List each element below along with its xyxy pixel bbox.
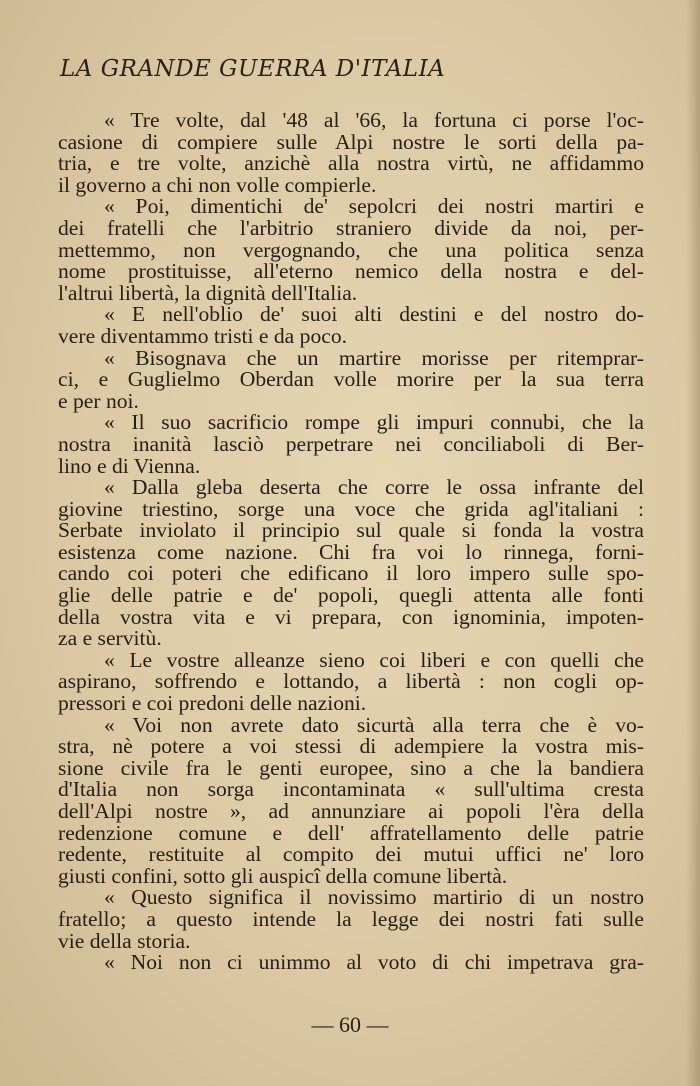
text-line: « Le vostre alleanze sieno coi liberi e con quelli che (104, 647, 644, 672)
text-line: fratello; a questo intende la legge dei nostri fati sulle (58, 906, 644, 931)
text-line: « Noi non ci unimmo al voto di chi impetrava gra- (104, 950, 644, 975)
text-line: vie della storia. (58, 928, 191, 953)
text-line: « Voi non avrete dato sicurtà alla terra che è vo- (104, 712, 644, 737)
page-number: — 60 — (311, 1012, 389, 1037)
text-line: giusti confini, sotto gli auspicî della comune libertà. (58, 863, 508, 888)
text-line: « Bisognava che un martire morisse per ritemprar- (104, 345, 644, 370)
text-line: dell'Alpi nostre », ad annunziare ai popoli l'èra della (58, 799, 644, 823)
text-line: lino e di Vienna. (58, 453, 201, 478)
text-line: vere diventammo tristi e da poco. (58, 323, 348, 348)
text-line: aspirano, soffrendo e lottando, a libertà : non cogli op- (58, 669, 644, 694)
text-line: Serbate inviolato il principio sul quale si fonda la vostra (58, 518, 644, 543)
text-line: « E nell'oblio de' suoi alti destini e del nostro do- (104, 302, 644, 327)
text-line: « Questo significa il novissimo martirio di un nostro (104, 885, 644, 910)
text-line: l'altrui libertà, la dignità dell'Italia. (58, 280, 358, 305)
text-line: pressori e coi predoni delle nazioni. (58, 691, 367, 716)
text-line: glie delle patrie e de' popoli, quegli attenta alle fonti (58, 583, 644, 608)
paragraph (58, 887, 644, 952)
paragraph (58, 647, 644, 716)
text-line: cando coi poteri che edificano il loro impero sulle spo- (58, 561, 644, 586)
text-line: tria, e tre volte, anzichè alla nostra virtù, ne affidammo (58, 151, 644, 176)
text-line: za e servitù. (58, 626, 162, 651)
text-line: d'Italia non sorga incontaminata « sull'ultima cresta (58, 777, 644, 802)
text-line: casione di compiere sulle Alpi nostre le sorti della pa- (58, 129, 644, 154)
paragraph (58, 412, 644, 477)
text-line: « Dalla gleba deserta che corre le ossa infrante del (104, 475, 644, 500)
text-line: « Poi, dimentichi de' sepolcri dei nostri martiri e (104, 194, 644, 219)
text-line: sione civile fra le genti europee, sino a che la bandiera (58, 755, 644, 780)
page-edge-shadow (686, 0, 700, 1086)
paragraph (58, 477, 644, 650)
text-line: giovine triestino, sorge una voce che grida agl'italiani : (58, 496, 644, 521)
text-line: mettemmo, non vergognando, che una politica senza (58, 237, 644, 262)
paragraph (58, 712, 644, 888)
text-line: dei fratelli che l'arbitrio straniero divide da noi, per- (58, 215, 644, 240)
paragraph (58, 952, 644, 974)
text-line: stra, nè potere a voi stessi di adempiere la vostra mis- (58, 734, 644, 759)
body-text (58, 110, 644, 974)
text-line: « Il suo sacrificio rompe gli impuri connubi, che la (104, 410, 644, 435)
paragraph (58, 345, 644, 413)
text-line: redenzione comune e dell' affratellamento delle patrie (58, 820, 644, 845)
text-line: redente, restituite al compito dei mutui uffici ne' loro (58, 842, 644, 867)
running-head: LA GRANDE GUERRA D'ITALIA (60, 56, 446, 82)
paragraph (58, 304, 644, 347)
paragraph (58, 196, 644, 304)
text-line: esistenza come nazione. Chi fra voi lo rinnega, forni- (58, 539, 644, 564)
text-line: della vostra vita e vi prepara, con ignominia, impoten- (58, 604, 644, 629)
text-line: « Tre volte, dal '48 al '66, la fortuna ci porse l'oc- (104, 108, 644, 132)
text-line: nome prostituisse, all'eterno nemico della nostra e del- (58, 259, 644, 284)
text-line: ci, e Guglielmo Oberdan volle morire per la sua terra (58, 367, 644, 392)
text-line: il governo a chi non volle compierle. (58, 172, 377, 197)
paragraph (58, 110, 644, 196)
text-line: nostra inanità lasciò perpetrare nei conciliaboli di Ber- (58, 431, 644, 456)
text-line: e per noi. (58, 388, 139, 413)
